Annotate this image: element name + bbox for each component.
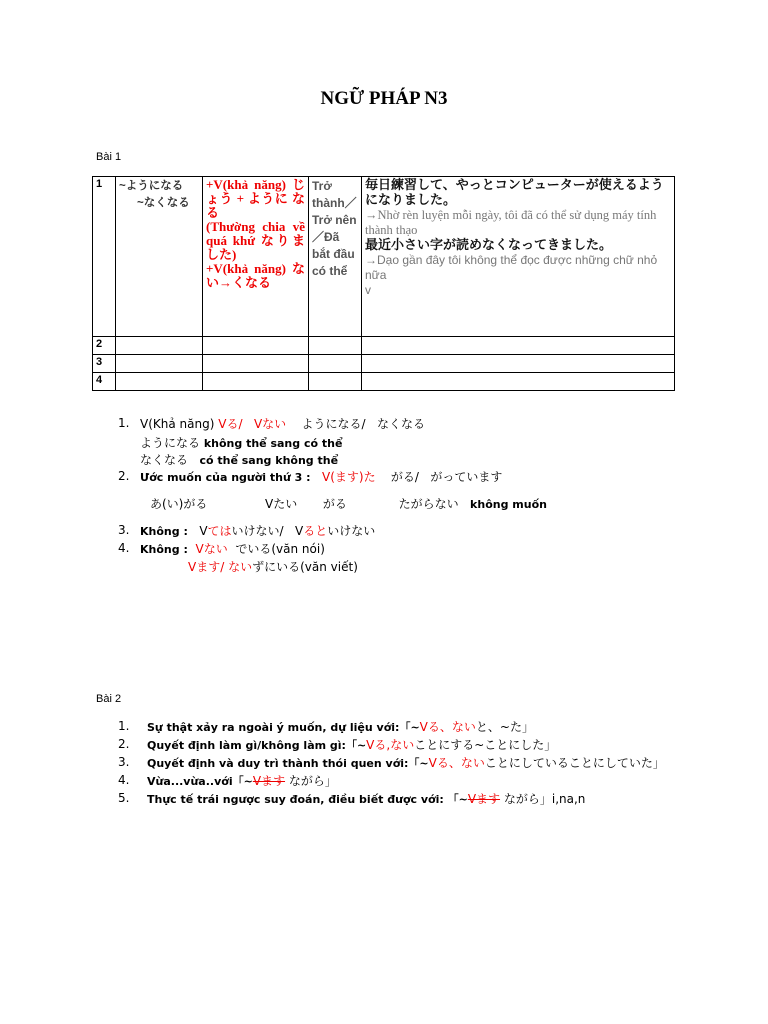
example-end: v [365, 283, 371, 297]
list-text-red: V(ます)た [322, 470, 376, 484]
list-text: いけない/ [231, 524, 284, 538]
empty-cell [309, 337, 362, 355]
table-row [93, 373, 675, 391]
list-text: ことにする~ことにした」 [414, 738, 557, 752]
pattern-text: ~ようになる [119, 180, 184, 192]
list-number: 1. [118, 416, 130, 430]
row-number: 1 [93, 177, 116, 337]
list-text: がる/ [390, 470, 419, 484]
list-text-red: Vる、ない [428, 756, 485, 770]
list-text: Sự thật xảy ra ngoài ý muốn, dự liệu với:「~ [147, 721, 420, 734]
meaning-cell: Trở thành／Trở nên／Đã bắt đầu có thể [309, 177, 362, 337]
list-text: ながら」 [288, 774, 337, 788]
list-text: V(Khả năng) [140, 417, 215, 431]
list-text-red: Vます [252, 774, 286, 788]
grammar-table [92, 176, 675, 391]
empty-cell [116, 373, 203, 391]
empty-cell [203, 355, 309, 373]
list-text: がる [322, 497, 347, 511]
example-jp: 毎日練習して、やっとコンピューターが使えるようになりました。 [365, 178, 664, 208]
example-jp: 最近小さい字が読めなくなってきました。 [365, 238, 613, 253]
empty-cell [309, 373, 362, 391]
list-text: あ(い)がる [150, 497, 208, 511]
empty-cell [362, 355, 675, 373]
list-text: でいる(văn nói) [235, 542, 325, 556]
row-number: 4 [93, 373, 116, 391]
list-subline [150, 495, 547, 512]
list-text: ようになる [140, 436, 201, 450]
list-text: Vたい [265, 497, 298, 511]
list-text-red: Vます [467, 792, 501, 806]
list-number: 3. [118, 755, 130, 769]
list-number: 2. [118, 737, 130, 751]
list-text-red: Vる/ [218, 417, 243, 431]
list-text: Không : [140, 525, 188, 538]
form-note: (Thường chia về quá khứ なりました) [206, 219, 305, 262]
example-cell [362, 177, 675, 337]
list-text: không thể sang có thể [203, 437, 343, 450]
list-number: 4. [118, 773, 130, 787]
example-vn: →Dạo gần đây tôi không thể đọc được những chữ nhỏ nữa [365, 253, 658, 282]
table-row [93, 177, 675, 337]
list-text: V [199, 524, 208, 538]
list-text-red: ない [228, 560, 253, 574]
list-number: 1. [118, 719, 130, 733]
list-text: Ước muốn của người thứ 3 : [140, 471, 311, 484]
list-text: V [295, 524, 304, 538]
list-text: がっています [430, 470, 503, 484]
pattern-cell [116, 177, 203, 337]
list-text: たがらない [398, 497, 459, 511]
list-item [147, 772, 337, 789]
list-number: 2. [118, 469, 130, 483]
section-label-bai2: Bài 2 [96, 693, 122, 705]
section-label-bai1: Bài 1 [96, 151, 122, 163]
list-text-red: Vる、ない [419, 720, 476, 734]
empty-cell [203, 373, 309, 391]
form-text: +V(khả năng) じょう + ように なる [206, 177, 305, 220]
list-text-red: Vます/ [188, 560, 225, 574]
row-number: 3 [93, 355, 116, 373]
list-text: ことにしていることにしていた」 [484, 756, 665, 770]
table-row [93, 337, 675, 355]
list-text-red: Vる,ない [366, 738, 415, 752]
list-item [147, 736, 556, 753]
list-text: ようになる/ [301, 417, 366, 431]
list-text: と、~た」 [475, 720, 534, 734]
empty-cell [362, 337, 675, 355]
list-subline [188, 558, 358, 575]
page-title: NGỮ PHÁP N3 [320, 88, 448, 109]
list-text-red: ると [303, 524, 328, 538]
table-row [93, 355, 675, 373]
list-text: Thực tế trái ngược suy đoán, điều biết được với: 「~ [147, 793, 468, 806]
example-vn: →Nhờ rèn luyện mỗi ngày, tôi đã có thể sử dụng máy tính thành thạo [365, 208, 657, 237]
list-text: ずにいる(văn viết) [252, 560, 358, 574]
list-item [140, 415, 425, 432]
list-text: なくなる [140, 453, 189, 467]
list-text: không muốn [470, 498, 547, 511]
list-item [140, 540, 325, 557]
list-text-red: Vない [253, 417, 287, 431]
list-item [147, 754, 665, 771]
pattern-text: ~なくなる [137, 197, 190, 209]
list-number: 4. [118, 541, 130, 555]
list-text: なくなる [376, 417, 425, 431]
list-text: Vừa...vừa..với「~ [147, 775, 253, 788]
list-text-red: Vない [195, 542, 228, 556]
list-text: ながら」i,na,n [503, 792, 586, 806]
empty-cell [116, 337, 203, 355]
row-number: 2 [93, 337, 116, 355]
list-item [140, 468, 502, 485]
empty-cell [116, 355, 203, 373]
empty-cell [203, 337, 309, 355]
list-subline [140, 434, 342, 451]
list-text: Quyết định và duy trì thành thói quen với:「~ [147, 757, 429, 770]
form-cell [203, 177, 309, 337]
empty-cell [309, 355, 362, 373]
list-text: Không : [140, 543, 188, 556]
list-text: Quyết định làm gì/không làm gì:「~ [147, 739, 367, 752]
list-text: có thể sang không thể [199, 454, 339, 467]
list-text-red: ては [207, 524, 232, 538]
list-number: 3. [118, 523, 130, 537]
form-text: +V(khả năng) ない→くなる [206, 261, 305, 290]
list-number: 5. [118, 791, 130, 805]
list-text: いけない [327, 524, 376, 538]
list-item [140, 522, 375, 539]
empty-cell [362, 373, 675, 391]
list-subline [140, 451, 338, 468]
list-item [147, 718, 534, 735]
list-item [147, 790, 585, 807]
